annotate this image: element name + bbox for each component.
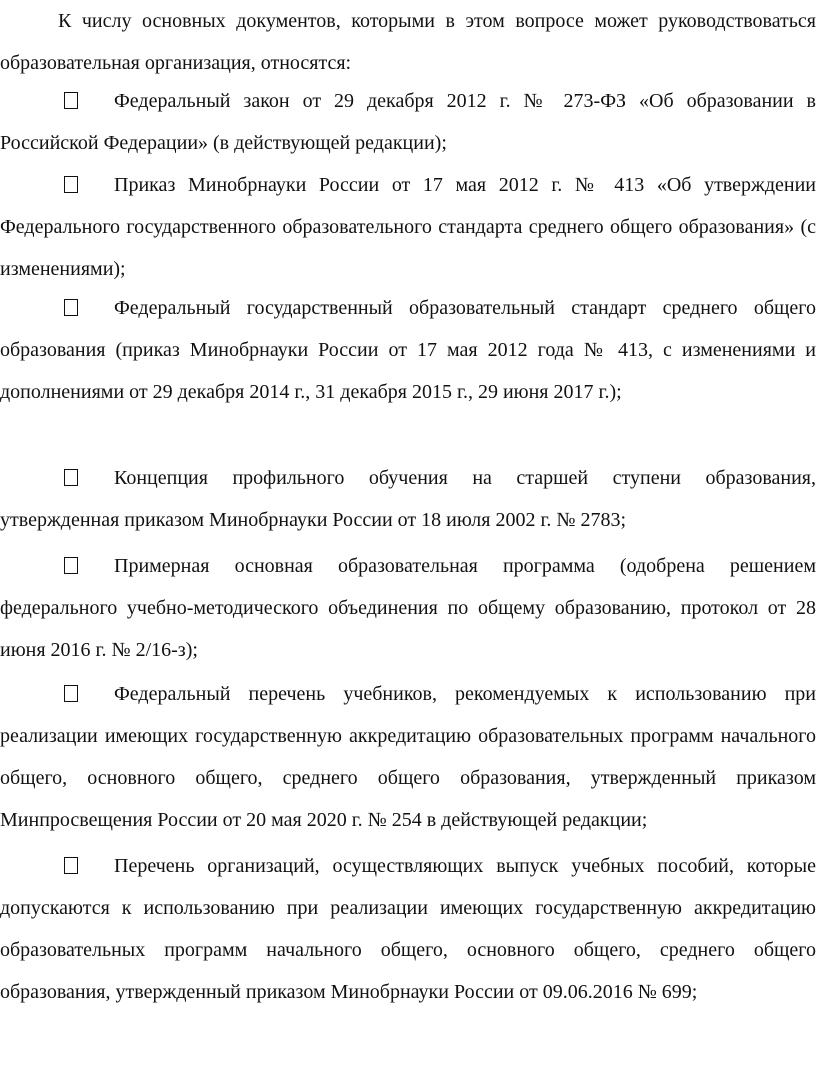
list-item-text: Федеральный закон от 29 декабря 2012 г. № 273-ФЗ «Об образовании в Российской Федерации» (в действующей редакции);: [0, 90, 816, 154]
empty-square-icon: [64, 557, 78, 574]
list-item-text: Приказ Минобрнауки России от 17 мая 2012 г. № 413 «Об утверждении Федерального государственного образовательного стандарта среднего общего образования» (с изменениями);: [0, 174, 816, 280]
empty-square-icon: [64, 857, 78, 874]
list-item: [0, 80, 816, 164]
list-item: [0, 457, 816, 541]
empty-square-icon: [64, 469, 78, 486]
intro-paragraph: К числу основных документов, которыми в этом вопросе может руководствоваться образовательная организация, относятся:: [0, 10, 816, 74]
list-item-text: Федеральный государственный образовательный стандарт среднего общего образования (приказ Минобрнауки России от 17 мая 2012 года № 413, с изменениями и дополнениями от 29 декабря 2014 г., 31 декабря 2015 г., 29 июня 2017 г.);: [0, 297, 816, 403]
list-item-text: Примерная основная образовательная программа (одобрена решением федерального учебно-методического объединения по общему образованию, протокол от 28 июня 2016 г. № 2/16-з);: [0, 555, 816, 661]
list-item: [0, 845, 816, 1013]
empty-square-icon: [64, 685, 78, 702]
list-item: [0, 545, 816, 671]
empty-square-icon: [64, 92, 78, 109]
list-item-text: Концепция профильного обучения на старшей ступени образования, утвержденная приказом Минобрнауки России от 18 июля 2002 г. № 2783;: [0, 467, 816, 531]
list-item: [0, 673, 816, 841]
empty-square-icon: [64, 299, 78, 316]
list-item: [0, 287, 816, 413]
list-item: [0, 164, 816, 290]
list-item-text: Федеральный перечень учебников, рекомендуемых к использованию при реализации имеющих государственную аккредитацию образовательных программ начального общего, основного общего, среднего общего образования, утвержденный приказом Минпросвещения России от 20 мая 2020 г. № 254 в действующей редакции;: [0, 683, 816, 831]
list-item-text: Перечень организаций, осуществляющих выпуск учебных пособий, которые допускаются к использованию при реализации имеющих государственную аккредитацию образовательных программ начального общего, основного общего, среднего общего образования, утвержденный приказом Минобрнауки России от 09.06.2016 № 699;: [0, 855, 816, 1003]
empty-square-icon: [64, 176, 78, 193]
